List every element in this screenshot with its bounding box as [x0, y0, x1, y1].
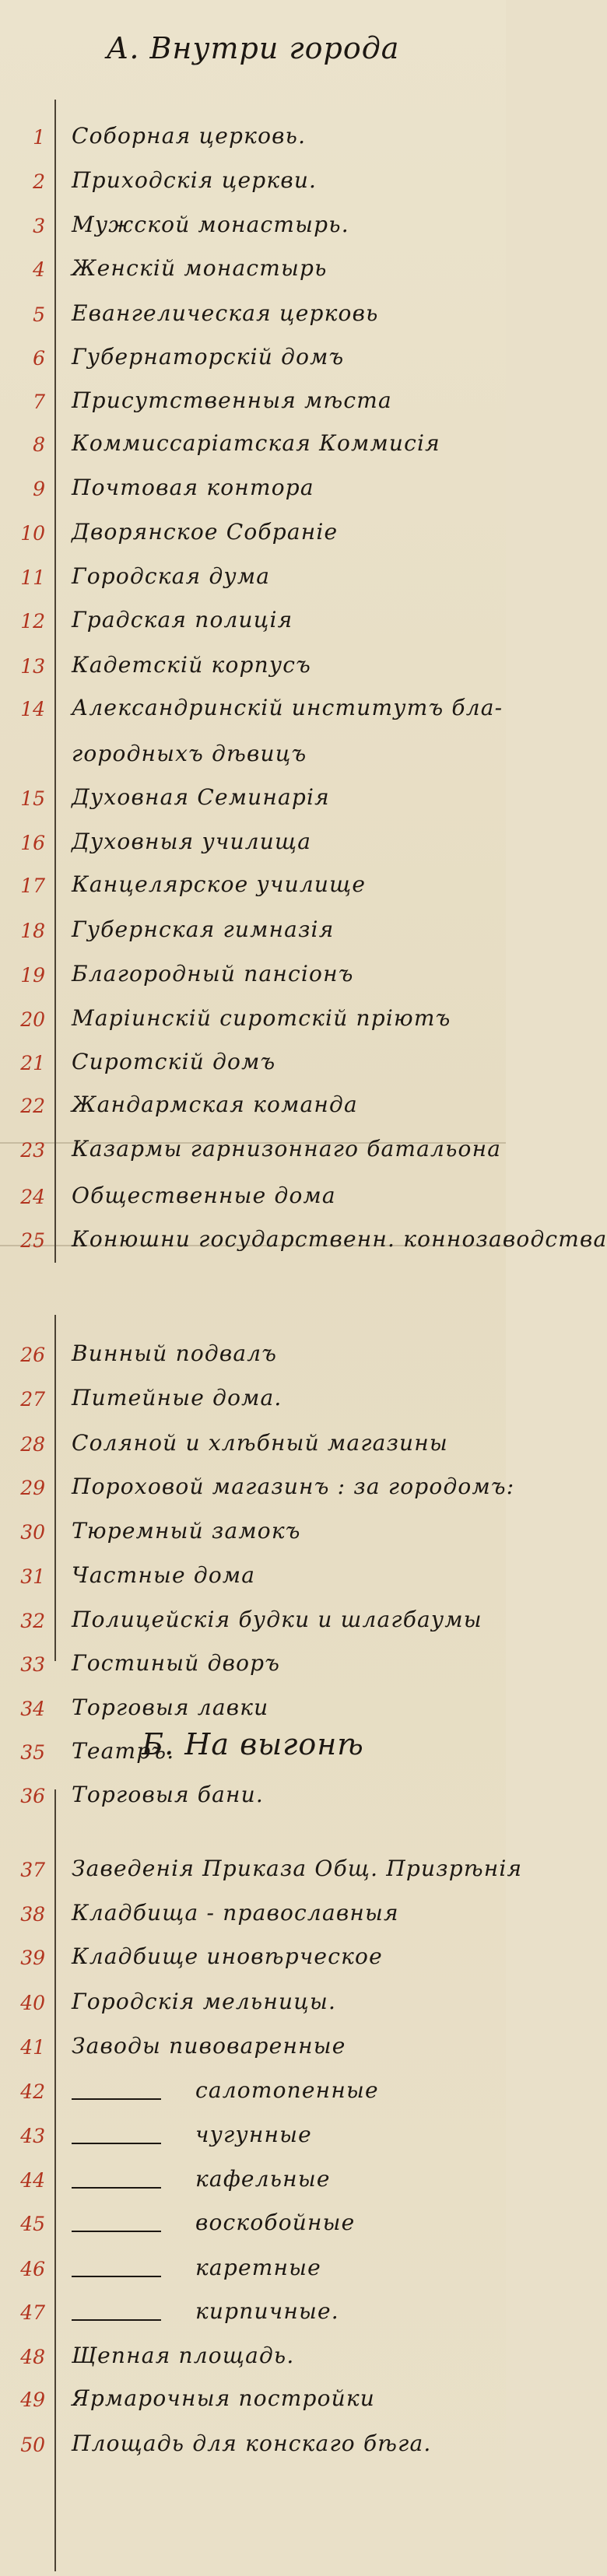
- list-item: [0, 1982, 506, 2026]
- item-number: 47: [20, 2301, 45, 2324]
- item-text: Благородный пансіонъ: [72, 961, 354, 987]
- item-text: Кадетскій корпусъ: [72, 652, 312, 678]
- item-text: Дворянское Собраніе: [72, 519, 339, 545]
- item-number: 35: [20, 1741, 45, 1764]
- item-number: 13: [20, 655, 45, 678]
- item-number: 22: [20, 1095, 45, 1117]
- item-text: Соборная церковь.: [72, 123, 307, 149]
- ditto-line: [72, 2173, 161, 2189]
- item-number: 4: [33, 258, 45, 281]
- list-item: [0, 2203, 506, 2247]
- item-text: [72, 2166, 504, 2192]
- item-text: [72, 2077, 504, 2103]
- item-number: 11: [20, 566, 45, 589]
- list-item: [0, 646, 506, 689]
- list-item: [0, 2248, 506, 2292]
- item-number: 25: [20, 1229, 45, 1252]
- item-text-label: каретные: [195, 2255, 321, 2280]
- list-item: [0, 734, 506, 778]
- item-number: 48: [20, 2346, 45, 2368]
- list-item: [0, 1556, 506, 1600]
- list-item: [0, 955, 506, 998]
- item-number: 38: [20, 1903, 45, 1926]
- item-text: Театръ.: [72, 1738, 175, 1764]
- item-text-label: кирпичные.: [195, 2298, 339, 2324]
- item-text: Казармы гарнизоннаго батальона: [72, 1136, 502, 1162]
- item-text: [72, 2122, 504, 2147]
- list-item: [0, 601, 506, 644]
- item-text: Тюремный замокъ: [72, 1518, 301, 1544]
- ditto-line: [72, 2129, 161, 2144]
- item-text: Жандармская команда: [72, 1092, 358, 1117]
- item-number: 45: [20, 2213, 45, 2235]
- item-number: 9: [33, 478, 45, 500]
- item-number: 18: [20, 920, 45, 942]
- item-number: 15: [20, 787, 45, 810]
- list-item: [0, 381, 506, 425]
- item-text: Конюшни государственн. коннозаводства: [72, 1226, 607, 1252]
- list-item: [0, 778, 506, 822]
- item-text: Александринскій институтъ бла-: [72, 695, 503, 720]
- list-item: [0, 1467, 515, 1511]
- item-text: Площадь для конскаго бѣга.: [72, 2431, 432, 2456]
- list-item: [0, 822, 506, 866]
- list-item: [0, 1043, 506, 1086]
- list-item: [0, 689, 506, 732]
- list-item: [0, 1732, 506, 1775]
- item-text: Маріинскій сиротскій пріютъ: [72, 1005, 451, 1031]
- item-number: 50: [20, 2434, 45, 2456]
- item-number: 8: [33, 433, 45, 456]
- list-item: [0, 1220, 607, 1263]
- item-text: [72, 2255, 504, 2280]
- item-text: городныхъ дѣвицъ: [72, 741, 307, 766]
- list-item: [0, 1894, 506, 1937]
- list-item: [0, 1600, 506, 1644]
- item-number: 30: [20, 1521, 45, 1544]
- item-number: 21: [20, 1052, 45, 1074]
- list-item: [0, 2115, 506, 2159]
- list-item: [0, 557, 506, 601]
- item-text: Присутственныя мѣста: [72, 387, 392, 413]
- item-number: 5: [33, 303, 45, 326]
- list-item: [0, 910, 506, 954]
- item-number: 10: [20, 522, 45, 545]
- list-item: [0, 468, 506, 512]
- item-text: Приходскія церкви.: [72, 167, 318, 193]
- item-text: Коммиссаріатская Коммисія: [72, 430, 440, 456]
- item-number: 33: [20, 1653, 45, 1676]
- ditto-line: [72, 2262, 161, 2277]
- list-item: [0, 338, 506, 381]
- item-text: Кладбище иновѣрческое: [72, 1943, 383, 1969]
- item-text: Щепная площадь.: [72, 2343, 295, 2368]
- item-number: 16: [20, 832, 45, 854]
- list-item: [0, 1644, 506, 1688]
- item-number: 44: [20, 2169, 45, 2192]
- item-number: 2: [33, 170, 45, 193]
- item-number: 12: [20, 610, 45, 633]
- item-text: Духовныя училища: [72, 829, 312, 854]
- list-item: [0, 1130, 506, 1173]
- item-text: Соляной и хлѣбный магазины: [72, 1430, 448, 1456]
- item-text: Торговыя лавки: [72, 1695, 269, 1720]
- item-number: 46: [20, 2258, 45, 2280]
- item-text-label: воскобойные: [195, 2210, 356, 2235]
- item-number: 19: [20, 964, 45, 987]
- item-number: 37: [20, 1859, 45, 1881]
- item-text: [72, 2210, 504, 2235]
- item-number: 32: [20, 1610, 45, 1632]
- item-text: Мужской монастырь.: [72, 212, 349, 237]
- list-item: [0, 1775, 506, 1819]
- item-text: Общественные дома: [72, 1183, 336, 1208]
- item-text: Заводы пивоваренные: [72, 2033, 346, 2059]
- section-b-heading: Б. На выгонѣ: [142, 1727, 364, 1761]
- list-item: [0, 294, 506, 338]
- item-text: Духовная Семинарія: [72, 784, 330, 810]
- item-text: Городская дума: [72, 563, 271, 589]
- item-text: Частные дома: [72, 1562, 256, 1588]
- list-item: [0, 2292, 506, 2336]
- item-number: 34: [20, 1698, 45, 1720]
- item-text: Торговыя бани.: [72, 1782, 264, 1807]
- item-number: 42: [20, 2080, 45, 2103]
- item-number: 23: [20, 1139, 45, 1162]
- item-text: Заведенія Приказа Общ. Призрѣнія: [72, 1856, 523, 1881]
- item-number: 29: [20, 1477, 45, 1499]
- list-item: [0, 1849, 523, 1893]
- list-item: [0, 1334, 506, 1378]
- item-text: Питейные дома.: [72, 1385, 282, 1411]
- item-number: 31: [20, 1565, 45, 1588]
- list-item: [0, 1512, 506, 1555]
- item-number: 43: [20, 2125, 45, 2147]
- list-item: [0, 1176, 506, 1220]
- ditto-line: [72, 2084, 161, 2100]
- item-text: Градская полиція: [72, 607, 293, 633]
- item-text: Губернская гимназія: [72, 916, 335, 942]
- section-a-heading: А. Внутри города: [106, 31, 400, 65]
- item-text: Гостиный дворъ: [72, 1650, 281, 1676]
- item-text: Ярмарочныя постройки: [72, 2385, 376, 2411]
- list-item: [0, 117, 506, 160]
- item-number: 1: [33, 126, 45, 149]
- list-item: [0, 424, 506, 468]
- list-item: [0, 2027, 506, 2070]
- item-number: 26: [20, 1344, 45, 1366]
- list-item: [0, 2160, 506, 2203]
- list-item: [0, 513, 506, 556]
- list-item: [0, 2424, 506, 2468]
- item-number: 27: [20, 1388, 45, 1411]
- item-number: 17: [20, 874, 45, 897]
- ditto-line: [72, 2217, 161, 2232]
- item-text-label: салотопенные: [195, 2077, 379, 2103]
- item-text: Винный подвалъ: [72, 1341, 278, 1366]
- list-item: [0, 1379, 506, 1422]
- list-item: [0, 249, 506, 293]
- item-text: Евангелическая церковь: [72, 300, 379, 326]
- item-number: 7: [33, 391, 45, 413]
- item-number: 41: [20, 2036, 45, 2059]
- list-item: [0, 1937, 506, 1981]
- list-item: [0, 2071, 506, 2115]
- item-number: 3: [33, 215, 45, 237]
- item-number: 14: [20, 698, 45, 720]
- item-text: Городскія мельницы.: [72, 1989, 337, 2014]
- item-number: 36: [20, 1785, 45, 1807]
- item-number: 40: [20, 1992, 45, 2014]
- list-item: [0, 1424, 506, 1467]
- list-item: [0, 1085, 506, 1129]
- item-text: Губернаторскій домъ: [72, 344, 345, 370]
- item-number: 28: [20, 1433, 45, 1456]
- item-text: Полицейскія будки и шлагбаумы: [72, 1607, 482, 1632]
- item-text-label: чугунные: [195, 2122, 312, 2147]
- list-item: [0, 161, 506, 205]
- item-number: 6: [33, 347, 45, 370]
- list-item: [0, 2336, 506, 2380]
- ditto-line: [72, 2305, 161, 2321]
- item-text-label: кафельные: [195, 2166, 331, 2192]
- list-item: [0, 1688, 506, 1732]
- item-text: Пороховой магазинъ : за городомъ:: [72, 1474, 515, 1499]
- item-number: 20: [20, 1008, 45, 1031]
- item-text: Почтовая контора: [72, 475, 314, 500]
- item-number: 24: [20, 1186, 45, 1208]
- item-text: Сиротскій домъ: [72, 1049, 276, 1074]
- item-text: Канцелярское училище: [72, 871, 367, 897]
- list-item: [0, 999, 506, 1043]
- list-item: [0, 205, 506, 249]
- item-text: Кладбища - православныя: [72, 1900, 399, 1926]
- list-item: [0, 865, 506, 909]
- list-item: [0, 2379, 506, 2423]
- item-text: [72, 2298, 504, 2324]
- item-number: 39: [20, 1947, 45, 1969]
- item-text: Женскій монастырь: [72, 255, 328, 281]
- item-number: 49: [20, 2388, 45, 2411]
